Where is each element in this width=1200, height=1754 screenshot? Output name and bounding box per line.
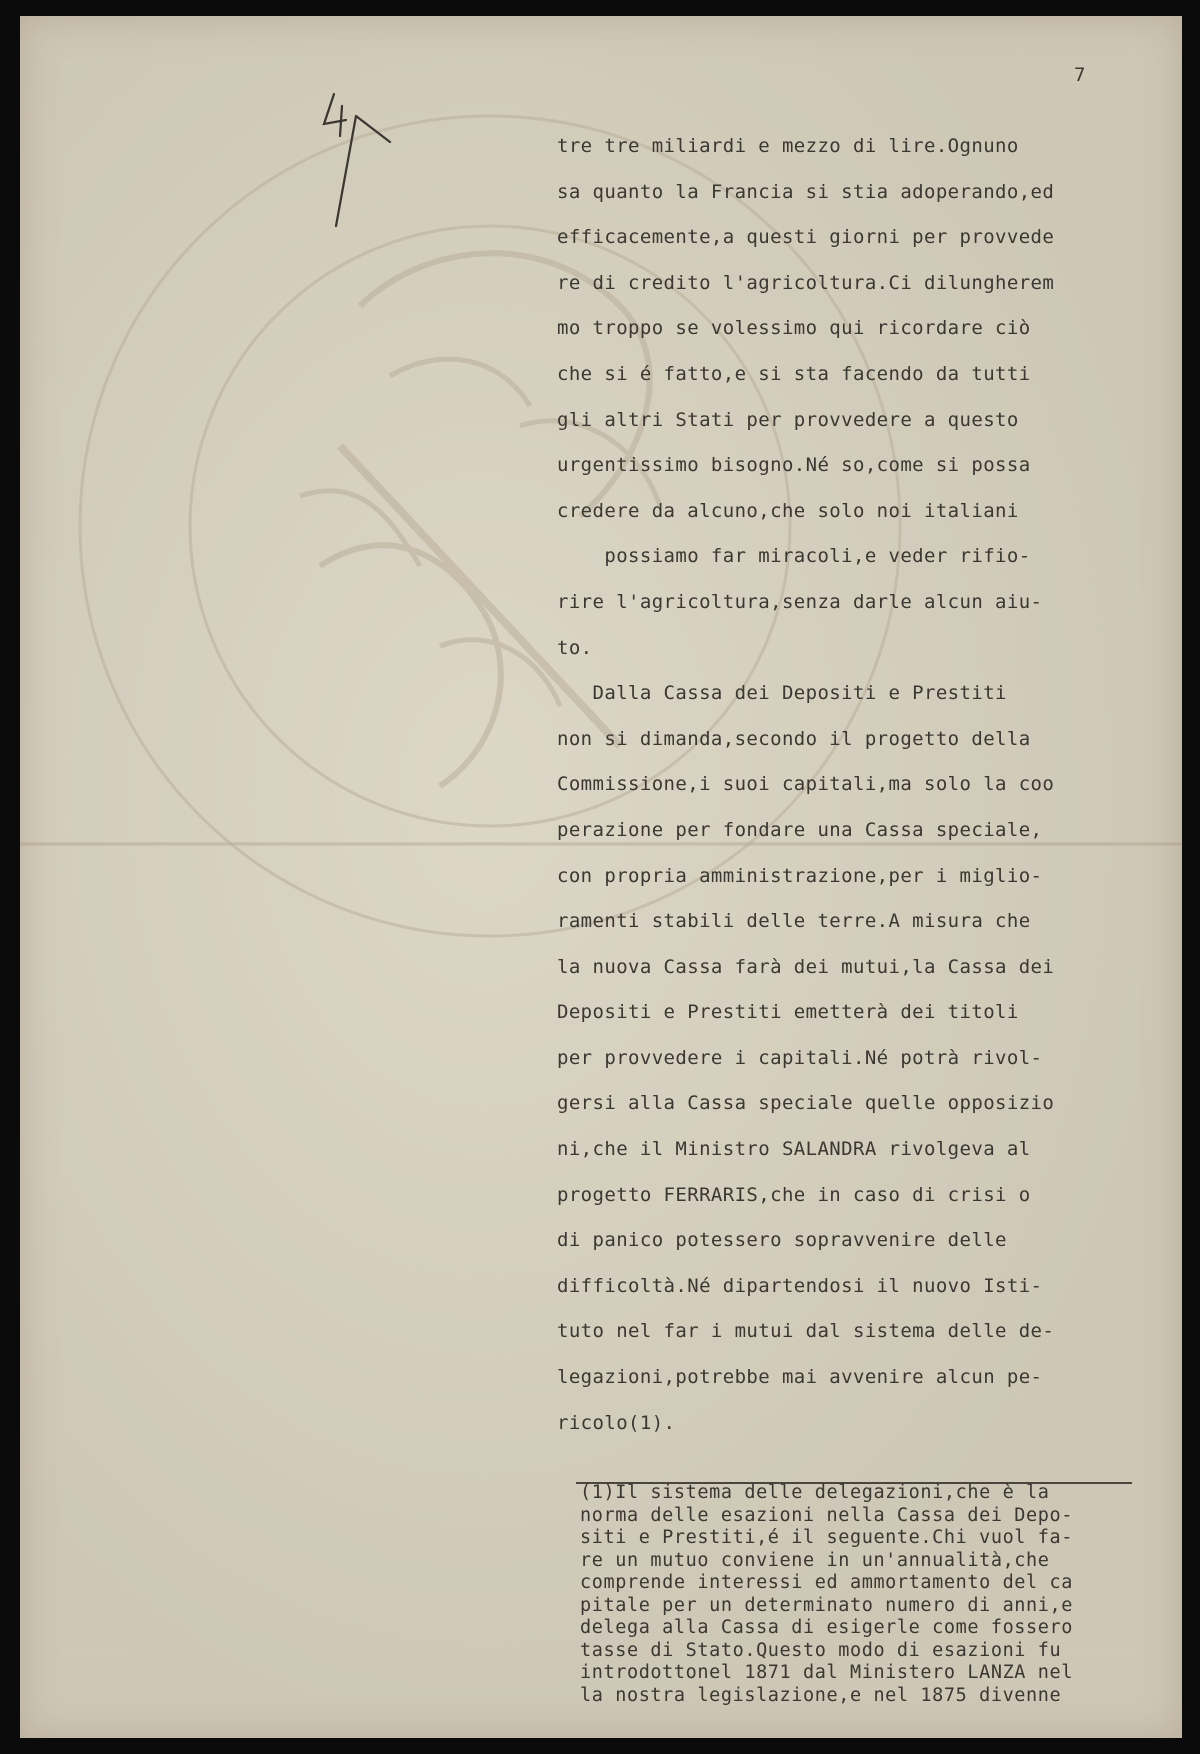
footnote-line: (1)Il sistema delle delegazioni,che è la (580, 1482, 1050, 1503)
footnote-line: siti e Prestiti,é il seguente.Chi vuol fa- (580, 1527, 1073, 1548)
footnote-line: re un mutuo conviene in un'annualità,che (580, 1549, 1050, 1571)
footnote-line: introdottonel 1871 dal Ministero LANZA nel (580, 1662, 1073, 1683)
body-line: sa quanto la Francia si stia adoperando,ed (557, 180, 1055, 203)
body-line: possiamo far miracoli,e veder rifio- (557, 545, 1031, 568)
body-line: Dalla Cassa dei Depositi e Prestiti (557, 682, 1007, 705)
body-line: mo troppo se volessimo qui ricordare ciò (557, 317, 1031, 340)
body-line: progetto FERRARIS,che in caso di crisi o (557, 1183, 1031, 1206)
body-line: che si é fatto,e si sta facendo da tutti (557, 362, 1031, 385)
body-text (557, 124, 1157, 1446)
footnote (580, 1482, 1140, 1707)
body-line: gli altri Stati per provvedere a questo (557, 408, 1019, 431)
footnote-line: comprende interessi ed ammortamento del ca (580, 1572, 1073, 1593)
body-line: urgentissimo bisogno.Né so,come si possa (557, 454, 1031, 477)
handwritten-annotation (316, 76, 406, 236)
body-line: non si dimanda,secondo il progetto della (557, 727, 1031, 750)
body-line: difficoltà.Né dipartendosi il nuovo Isti- (557, 1274, 1043, 1297)
body-line: ni,che il Ministro SALANDRA rivolgeva al (557, 1138, 1031, 1161)
body-line: Commissione,i suoi capitali,ma solo la coo (557, 773, 1055, 796)
body-line: Depositi e Prestiti emetterà dei titoli (557, 1001, 1019, 1024)
body-line: con propria amministrazione,per i miglio- (557, 864, 1043, 887)
footnote-line: delega alla Cassa di esigerle come fossero (580, 1617, 1073, 1638)
body-line: gersi alla Cassa speciale quelle opposizio (557, 1092, 1055, 1115)
footnote-line: tasse di Stato.Questo modo di esazioni fu (580, 1639, 1062, 1661)
footnote-line: pitale per un determinato numero di anni,e (580, 1594, 1073, 1616)
body-line: ramenti stabili delle terre.A misura che (557, 910, 1031, 933)
body-line: efficacemente,a questi giorni per provvede (557, 226, 1055, 249)
body-line: tuto nel far i mutui dal sistema delle de- (557, 1320, 1055, 1343)
body-line: re di credito l'agricoltura.Ci dilungherem (557, 271, 1055, 294)
page-number: 7 (1074, 64, 1086, 86)
document-page (20, 16, 1182, 1738)
footnote-line: la nostra legislazione,e nel 1875 divenne (580, 1684, 1062, 1706)
body-line: legazioni,potrebbe mai avvenire alcun pe- (557, 1366, 1043, 1389)
body-line: to. (557, 636, 593, 659)
body-line: di panico potessero sopravvenire delle (557, 1229, 1007, 1252)
body-line: credere da alcuno,che solo noi italiani (557, 499, 1019, 522)
body-line: tre tre miliardi e mezzo di lire.Ognuno (557, 135, 1019, 157)
body-line: per provvedere i capitali.Né potrà rivol- (557, 1046, 1043, 1069)
body-line: ricolo(1). (557, 1411, 676, 1434)
body-line: la nuova Cassa farà dei mutui,la Cassa dei (557, 955, 1055, 978)
footnote-line: norma delle esazioni nella Cassa dei Depo- (580, 1504, 1073, 1526)
body-line: perazione per fondare una Cassa speciale, (557, 818, 1043, 841)
body-line: rire l'agricoltura,senza darle alcun aiu- (557, 590, 1043, 613)
